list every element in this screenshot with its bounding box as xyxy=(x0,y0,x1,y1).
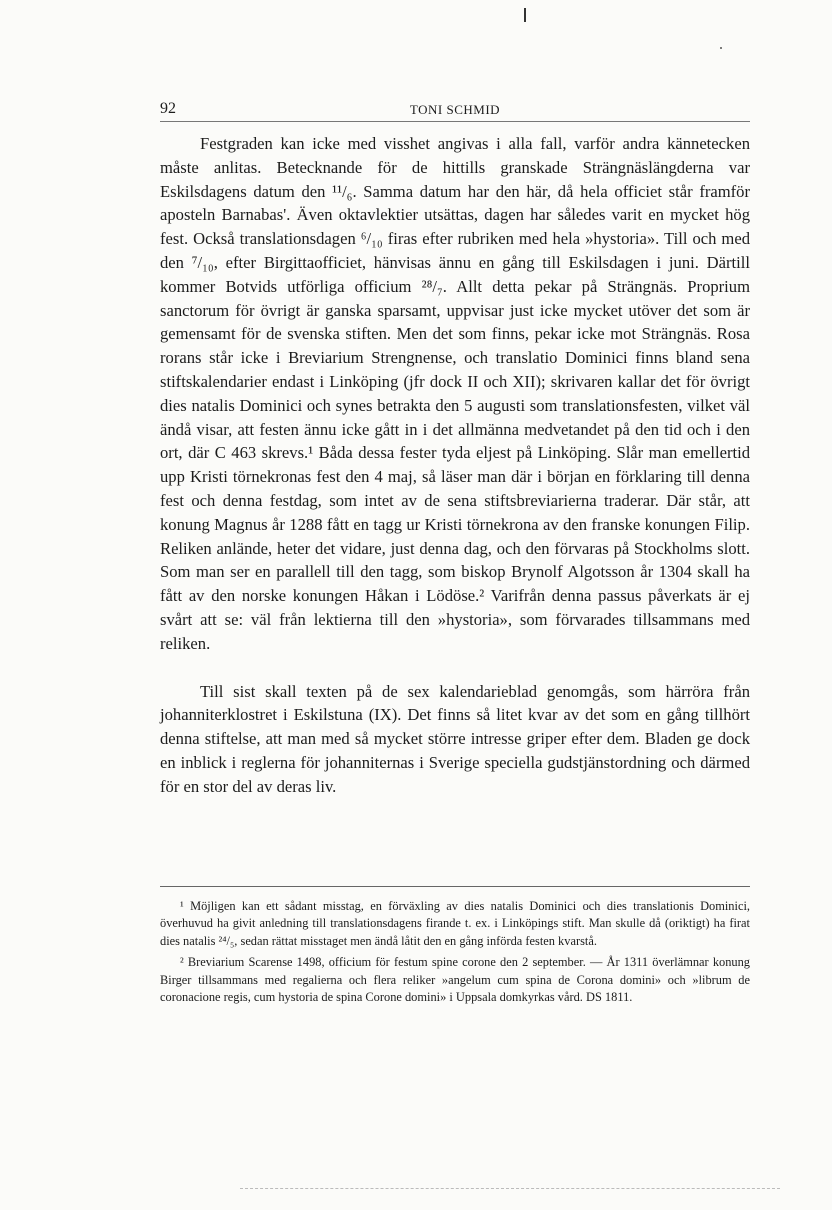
page-header xyxy=(160,99,750,122)
scan-mark xyxy=(524,8,526,22)
footnotes xyxy=(160,898,750,1006)
footnote-divider xyxy=(160,886,750,887)
body-text xyxy=(160,132,750,799)
footnote: ¹ Möjligen kan ett sådant misstag, en förväxling av dies natalis Dominici och dies translationis Dominici, överhuvud ha givit anledning till translationsdagens firande t. ex. i Linköpings stift. Man skulle då (oriktigt) ha firat dies natalis ²⁴/₅, sedan rättat misstaget men ändå låtit den en gång införda festen kvarstå. xyxy=(160,899,750,948)
scan-speck xyxy=(720,47,722,49)
paragraph: Till sist skall texten på de sex kalendarieblad genomgås, som härröra från johanniterklostret i Eskilstuna (IX). Det finns så litet kvar av det som en gång tillhört denna stiftelse, att man med så mycket större intresse griper efter dem. Bladen ge dock en inblick i reglerna för johanniternas i Sverige speciella gudstjänstordning och därmed för en stor del av deras liv. xyxy=(160,681,750,796)
footnote: ² Breviarium Scarense 1498, officium för festum spine corone den 2 september. — År 1311 överlämnar konung Birger tillsammans med regalierna och flera reliker »angelum cum spina de Corona domini» och »librum de coronacione regis, cum hystoria de spina Corone domini» i Uppsala domkyrkas vård. DS 1811. xyxy=(160,955,750,1005)
scan-edge-line xyxy=(240,1188,780,1189)
running-title: TONI SCHMID xyxy=(409,102,501,117)
page-number: 92 xyxy=(160,100,176,117)
paragraph: Festgraden kan icke med visshet angivas i alla fall, varför andra kännetecken måste anlitas. Betecknande för de hittills granskade Strängnäslängderna var Eskilsdagens datum den ¹¹/₆. Samma datum har den här, då hela officiet står framför aposteln Barnabas'. Även oktavlektier utsättas, dagen har således varit en mycket hög fest. Också translationsdagen ⁶/₁₀ firas efter rubriken med hela »hystoria». Till och med den ⁷/₁₀, efter Birgittaofficiet, hänvisas ännu en gång till Eskilsdagen i juni. Därtill kommer Botvids utförliga officium ²⁸/₇. Allt detta pekar på Strängnäs. Proprium sanctorum för övrigt är ganska sparsamt, uppvisar just icke mycket utöver det som är gemensamt för de svenska stiften. Men det som finns, pekar icke mot Strängnäs. Rosa rorans står icke i Breviarium Strengnense, och translatio Dominici finns bland sena stiftskalendarier endast i Linköping (jfr dock II och XII); skrivaren kallar det för övrigt dies natalis Dominici och synes betrakta den 5 augusti som translationsfesten, vilket väl ändå visar, att festen ännu icke gått in i det allmänna medvetandet på den tid och i den ort, där C 463 skrevs.¹ Båda dessa fester tyda eljest på Linköping. Slår man emellertid upp Kristi törnekronas fest den 4 maj, så läser man där i början en förklaring till denna fest och denna festdag, som intet av de sena stiftsbreviarierna traderar. Där står, att konung Magnus år 1288 fått en tagg ur Kristi törnekrona av den franske konungen Filip. Reliken anlände, heter det vidare, just denna dag, och den förvaras på Stockholms slott. Som man ser en parallell till den tagg, som biskop Brynolf Algotsson år 1304 skall ha fått av den norske konungen Håkan i Lödöse.² Varifrån denna passus påverkats är ej svårt att se: väl från lektierna till den »hystoria», som förvarades tillsammans med reliken. xyxy=(160,134,750,653)
